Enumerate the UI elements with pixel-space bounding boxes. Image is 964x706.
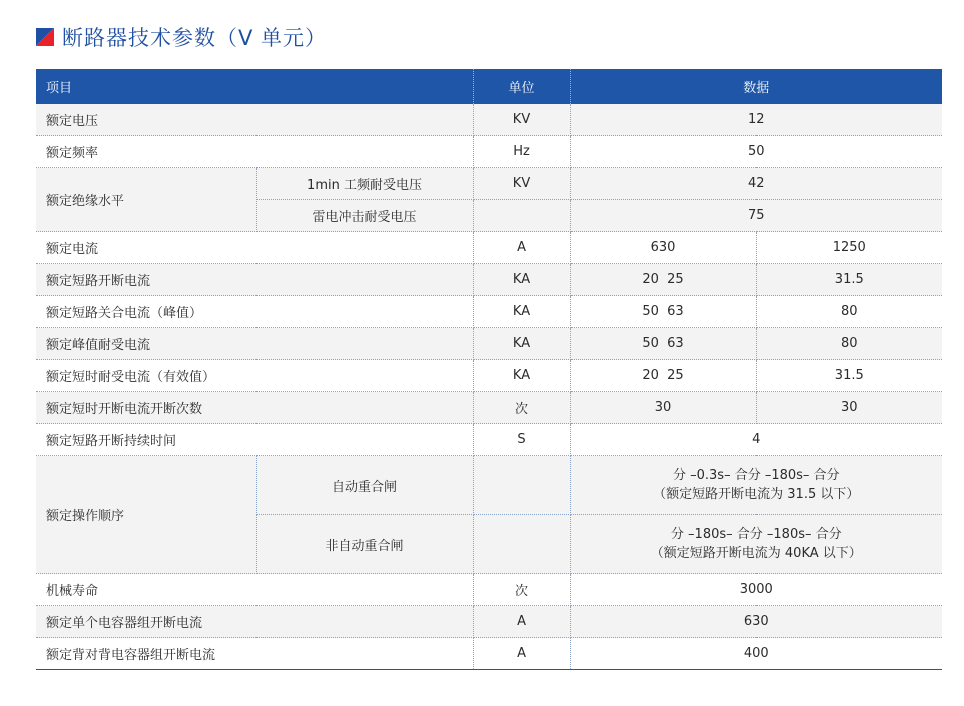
table-row — [36, 232, 942, 264]
header-unit: 单位 — [473, 69, 570, 104]
row-value-2: 80 — [756, 296, 942, 328]
row-subname: 非自动重合闸 — [256, 515, 473, 574]
table-row — [36, 168, 942, 200]
row-subname: 自动重合闸 — [256, 456, 473, 515]
table-row — [36, 574, 942, 606]
row-name: 额定短路开断电流 — [36, 264, 473, 296]
row-name: 机械寿命 — [36, 574, 473, 606]
title-marker-icon — [36, 28, 54, 46]
row-unit: KA — [473, 296, 570, 328]
row-value-2: 31.5 — [756, 360, 942, 392]
row-unit: A — [473, 232, 570, 264]
table-row — [36, 638, 942, 670]
row-name: 额定电压 — [36, 104, 473, 136]
row-unit: KA — [473, 360, 570, 392]
row-unit: A — [473, 606, 570, 638]
row-name: 额定短时耐受电流（有效值） — [36, 360, 473, 392]
row-unit — [473, 456, 570, 515]
row-unit: 次 — [473, 392, 570, 424]
row-value: 400 — [570, 638, 942, 670]
row-name: 额定峰值耐受电流 — [36, 328, 473, 360]
header-data: 数据 — [570, 69, 942, 104]
row-value — [570, 456, 942, 515]
row-value: 630 — [570, 606, 942, 638]
row-name: 额定短路关合电流（峰值） — [36, 296, 473, 328]
table-row — [36, 424, 942, 456]
row-value-2: 80 — [756, 328, 942, 360]
table-row — [36, 606, 942, 638]
row-value-2: 31.5 — [756, 264, 942, 296]
row-unit: KA — [473, 328, 570, 360]
table-row — [36, 136, 942, 168]
row-name: 额定短路开断持续时间 — [36, 424, 473, 456]
row-name: 额定单个电容器组开断电流 — [36, 606, 473, 638]
row-subname: 雷电冲击耐受电压 — [256, 200, 473, 232]
table-row — [36, 456, 942, 515]
row-unit: A — [473, 638, 570, 670]
header-item: 项目 — [36, 69, 473, 104]
spec-table — [36, 69, 942, 670]
row-subname: 1min 工频耐受电压 — [256, 168, 473, 200]
row-value-1: 20 25 — [570, 264, 756, 296]
table-header-row — [36, 69, 942, 104]
title-text: 断路器技术参数（V 单元） — [62, 26, 328, 50]
table-row — [36, 264, 942, 296]
row-value: 42 — [570, 168, 942, 200]
row-unit: 次 — [473, 574, 570, 606]
row-name: 额定电流 — [36, 232, 473, 264]
table-row — [36, 392, 942, 424]
row-unit: KV — [473, 168, 570, 200]
row-value: 3000 — [570, 574, 942, 606]
row-unit: S — [473, 424, 570, 456]
row-value-1: 630 — [570, 232, 756, 264]
operation-sequence-line: 分 –180s– 合分 –180s– 合分 — [670, 527, 842, 542]
table-row — [36, 328, 942, 360]
row-value: 12 — [570, 104, 942, 136]
table-row — [36, 104, 942, 136]
row-name: 额定背对背电容器组开断电流 — [36, 638, 473, 670]
row-unit — [473, 515, 570, 574]
row-value — [570, 515, 942, 574]
row-name: 额定绝缘水平 — [36, 168, 256, 232]
row-value-2: 30 — [756, 392, 942, 424]
table-row — [36, 296, 942, 328]
row-unit: KA — [473, 264, 570, 296]
row-value: 50 — [570, 136, 942, 168]
row-value-1: 50 63 — [570, 328, 756, 360]
row-unit: Hz — [473, 136, 570, 168]
operation-sequence-line: 分 –0.3s– 合分 –180s– 合分 — [672, 468, 840, 483]
row-name: 额定操作顺序 — [36, 456, 256, 574]
row-value-1: 20 25 — [570, 360, 756, 392]
table-row — [36, 360, 942, 392]
row-name: 额定频率 — [36, 136, 473, 168]
row-unit — [473, 200, 570, 232]
row-value: 75 — [570, 200, 942, 232]
row-value-2: 1250 — [756, 232, 942, 264]
row-value-1: 30 — [570, 392, 756, 424]
row-value-1: 50 63 — [570, 296, 756, 328]
row-name: 额定短时开断电流开断次数 — [36, 392, 473, 424]
operation-sequence-note: （额定短路开断电流为 31.5 以下） — [653, 487, 860, 502]
row-value: 4 — [570, 424, 942, 456]
section-title — [36, 22, 327, 52]
row-unit: KV — [473, 104, 570, 136]
operation-sequence-note: （额定短路开断电流为 40KA 以下） — [650, 546, 862, 561]
